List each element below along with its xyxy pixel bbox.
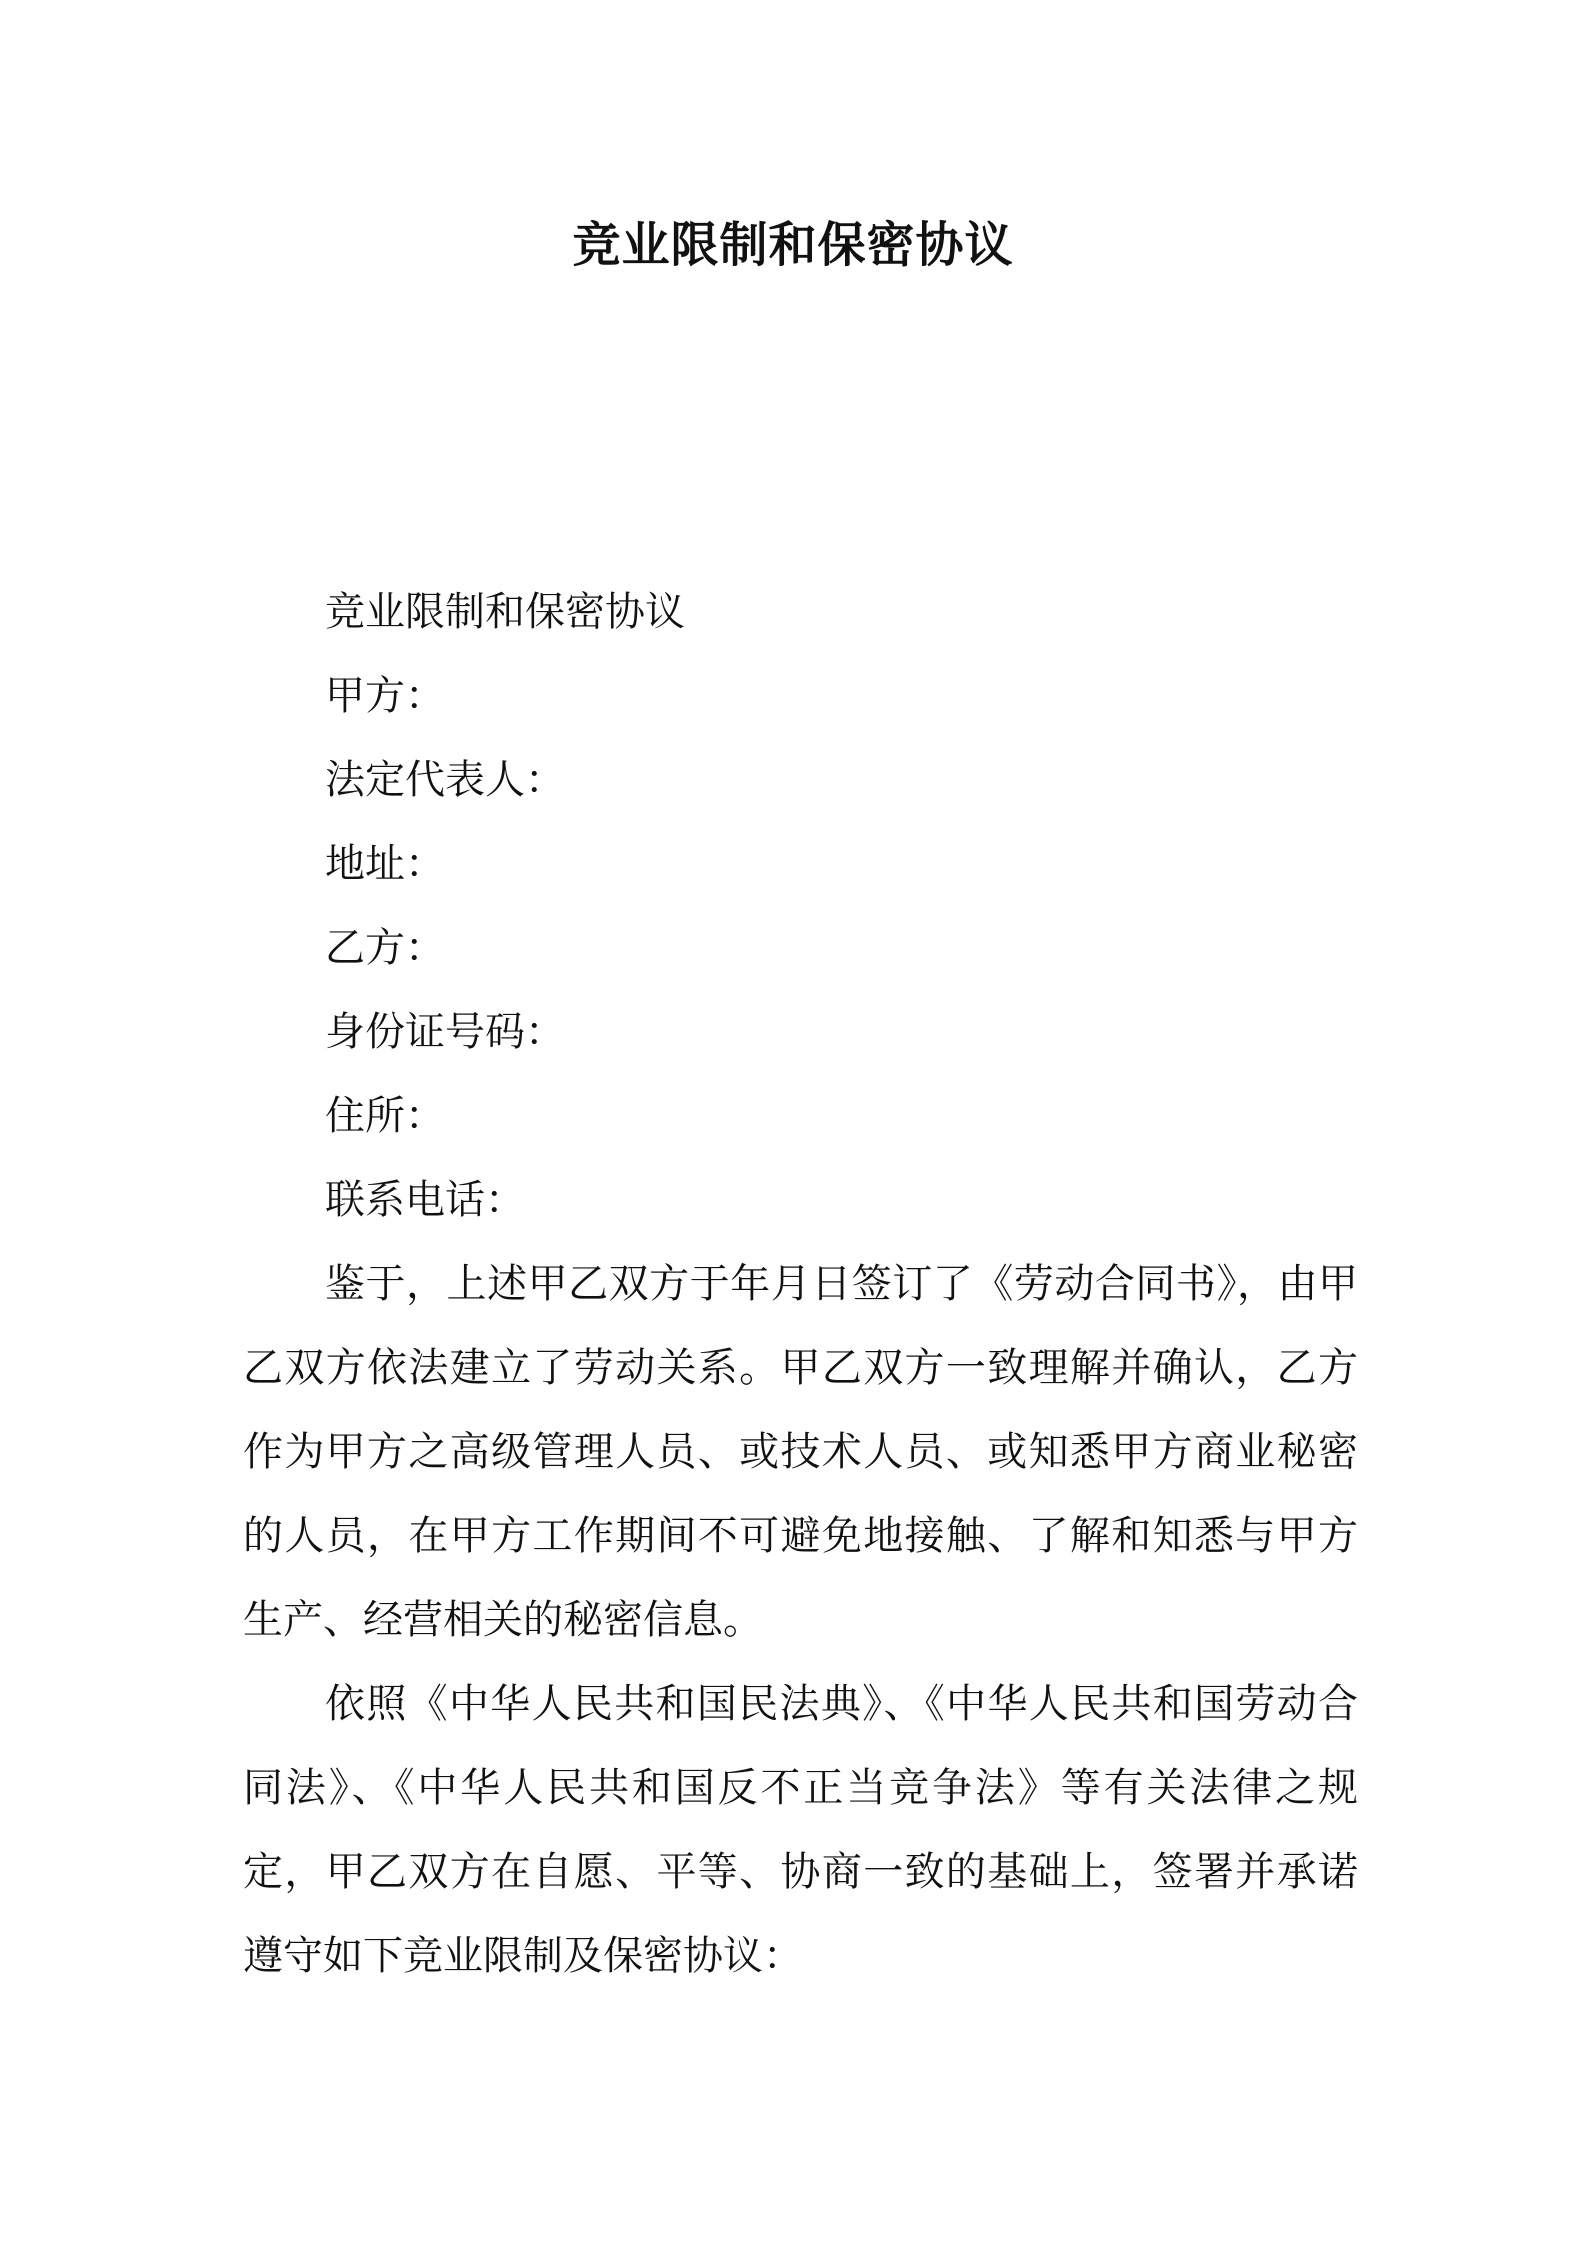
id-number-line: 身份证号码： (325, 1009, 565, 1055)
legal-representative-line: 法定代表人： (325, 757, 565, 803)
document-title: 竞业限制和保密协议 (572, 217, 1014, 273)
residence-line: 住所： (325, 1093, 445, 1139)
phone-line: 联系电话： (325, 1177, 525, 1223)
whereas-paragraph: 鉴于，上述甲乙双方于年月日签订了《劳动合同书》，由甲乙双方依法建立了劳动关系。甲乙双方一致理解并确认，乙方作为甲方之高级管理人员、或技术人员、或知悉甲方商业秘密的人员，在甲方工作期间不可避免地接触、了解和知悉与甲方生产、经营相关的秘密信息。 (243, 1261, 1358, 1643)
party-b-line: 乙方： (325, 925, 445, 971)
address-line: 地址： (325, 841, 445, 887)
agreement-heading-line: 竞业限制和保密协议 (325, 589, 685, 635)
legal-basis-paragraph: 依照《中华人民共和国民法典》、《中华人民共和国劳动合同法》、《中华人民共和国反不正当竞争法》等有关法律之规定，甲乙双方在自愿、平等、协商一致的基础上，签署并承诺遵守如下竞业限制及保密协议： (243, 1681, 1358, 1979)
party-a-line: 甲方： (325, 673, 445, 719)
document-body (243, 570, 1358, 1998)
